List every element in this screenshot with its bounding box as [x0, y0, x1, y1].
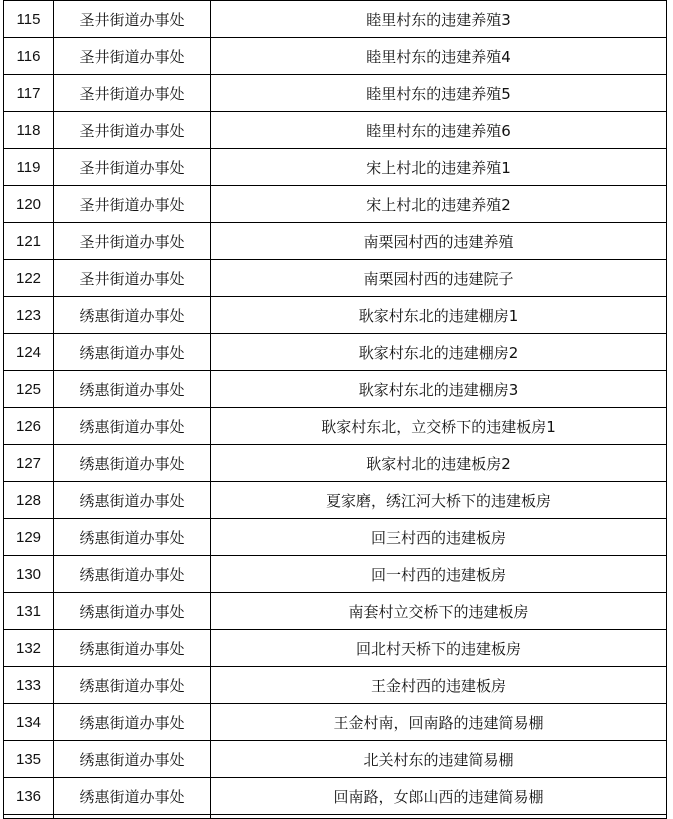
table-row [4, 778, 667, 815]
row-number-cell: 123 [4, 297, 54, 334]
table-row [4, 556, 667, 593]
row-number-cell: 131 [4, 593, 54, 630]
office-cell: 绣惠街道办事处 [54, 704, 211, 741]
row-number-cell: 117 [4, 75, 54, 112]
description-cell: 宋上村北的违建养殖2 [211, 186, 667, 223]
office-cell: 圣井街道办事处 [54, 1, 211, 38]
table-row [4, 704, 667, 741]
office-cell: 圣井街道办事处 [54, 186, 211, 223]
office-cell: 绣惠街道办事处 [54, 556, 211, 593]
office-cell: 绣惠街道办事处 [54, 334, 211, 371]
description-cell: 回北村天桥下的违建板房 [211, 630, 667, 667]
description-cell: 南套村立交桥下的违建板房 [211, 593, 667, 630]
table-row [4, 297, 667, 334]
office-cell: 绣惠街道办事处 [54, 408, 211, 445]
description-cell: 南栗园村西的违建养殖 [211, 223, 667, 260]
description-cell: 回一村西的违建板房 [211, 556, 667, 593]
description-cell: 睦里村东的违建养殖6 [211, 112, 667, 149]
table-row [4, 38, 667, 75]
table-body [4, 1, 667, 819]
table-row [4, 334, 667, 371]
office-cell: 绣惠街道办事处 [54, 371, 211, 408]
description-cell: 回南路，女郎山西的违建简易棚 [211, 778, 667, 815]
description-cell: 南栗园村西的违建院子 [211, 260, 667, 297]
office-cell: 绣惠街道办事处 [54, 778, 211, 815]
table-row [4, 112, 667, 149]
row-number-cell: 116 [4, 38, 54, 75]
table-row [4, 519, 667, 556]
office-cell: 绣惠街道办事处 [54, 482, 211, 519]
office-cell: 圣井街道办事处 [54, 223, 211, 260]
row-number-cell: 134 [4, 704, 54, 741]
row-number-cell: 122 [4, 260, 54, 297]
row-number-cell: 119 [4, 149, 54, 186]
table-row [4, 482, 667, 519]
table-row [4, 630, 667, 667]
office-cell: 绣惠街道办事处 [54, 297, 211, 334]
office-cell: 圣井街道办事处 [54, 75, 211, 112]
description-cell: 夏家磨，绣江河大桥下的违建板房 [211, 482, 667, 519]
row-number-cell: 115 [4, 1, 54, 38]
office-cell: 绣惠街道办事处 [54, 593, 211, 630]
row-number-cell: 121 [4, 223, 54, 260]
table-row [4, 149, 667, 186]
description-cell: 睦里村东的违建养殖4 [211, 38, 667, 75]
description-cell: 耿家村东北，立交桥下的违建板房1 [211, 408, 667, 445]
document-page [3, 0, 667, 819]
row-number-cell: 124 [4, 334, 54, 371]
row-number-cell: 135 [4, 741, 54, 778]
office-cell: 绣惠街道办事处 [54, 667, 211, 704]
table-row [4, 371, 667, 408]
table-row [4, 1, 667, 38]
office-cell: 圣井街道办事处 [54, 260, 211, 297]
office-cell: 圣井街道办事处 [54, 149, 211, 186]
description-cell: 宋上村北的违建养殖1 [211, 149, 667, 186]
row-number-cell: 136 [4, 778, 54, 815]
office-cell: 圣井街道办事处 [54, 38, 211, 75]
office-cell: 绣惠街道办事处 [54, 741, 211, 778]
office-cell: 绣惠街道办事处 [54, 519, 211, 556]
row-number-cell: 120 [4, 186, 54, 223]
row-number-cell: 128 [4, 482, 54, 519]
table-row [4, 593, 667, 630]
description-cell: 王金村南，回南路的违建简易棚 [211, 704, 667, 741]
description-cell: 回三村西的违建板房 [211, 519, 667, 556]
description-cell: 北关村东的违建简易棚 [211, 741, 667, 778]
office-cell: 绣惠街道办事处 [54, 630, 211, 667]
description-cell: 睦里村东的违建养殖3 [211, 1, 667, 38]
row-number-cell: 129 [4, 519, 54, 556]
table-row [4, 75, 667, 112]
table-row [4, 445, 667, 482]
description-cell: 王金村西的违建板房 [211, 667, 667, 704]
row-number-cell: 125 [4, 371, 54, 408]
table-row [4, 667, 667, 704]
table-row [4, 408, 667, 445]
row-number-cell: 133 [4, 667, 54, 704]
description-cell: 耿家村北的违建板房2 [211, 445, 667, 482]
office-cell: 绣惠街道办事处 [54, 445, 211, 482]
row-number-cell: 118 [4, 112, 54, 149]
table-row [4, 741, 667, 778]
table-row [4, 260, 667, 297]
row-number-cell: 126 [4, 408, 54, 445]
office-cell: 圣井街道办事处 [54, 112, 211, 149]
table-row [4, 186, 667, 223]
description-cell: 耿家村东北的违建棚房1 [211, 297, 667, 334]
description-cell: 睦里村东的违建养殖5 [211, 75, 667, 112]
description-cell: 耿家村东北的违建棚房3 [211, 371, 667, 408]
row-number-cell: 130 [4, 556, 54, 593]
description-cell: 耿家村东北的违建棚房2 [211, 334, 667, 371]
row-number-cell: 127 [4, 445, 54, 482]
violation-table [3, 0, 667, 819]
row-number-cell: 132 [4, 630, 54, 667]
table-row [4, 223, 667, 260]
